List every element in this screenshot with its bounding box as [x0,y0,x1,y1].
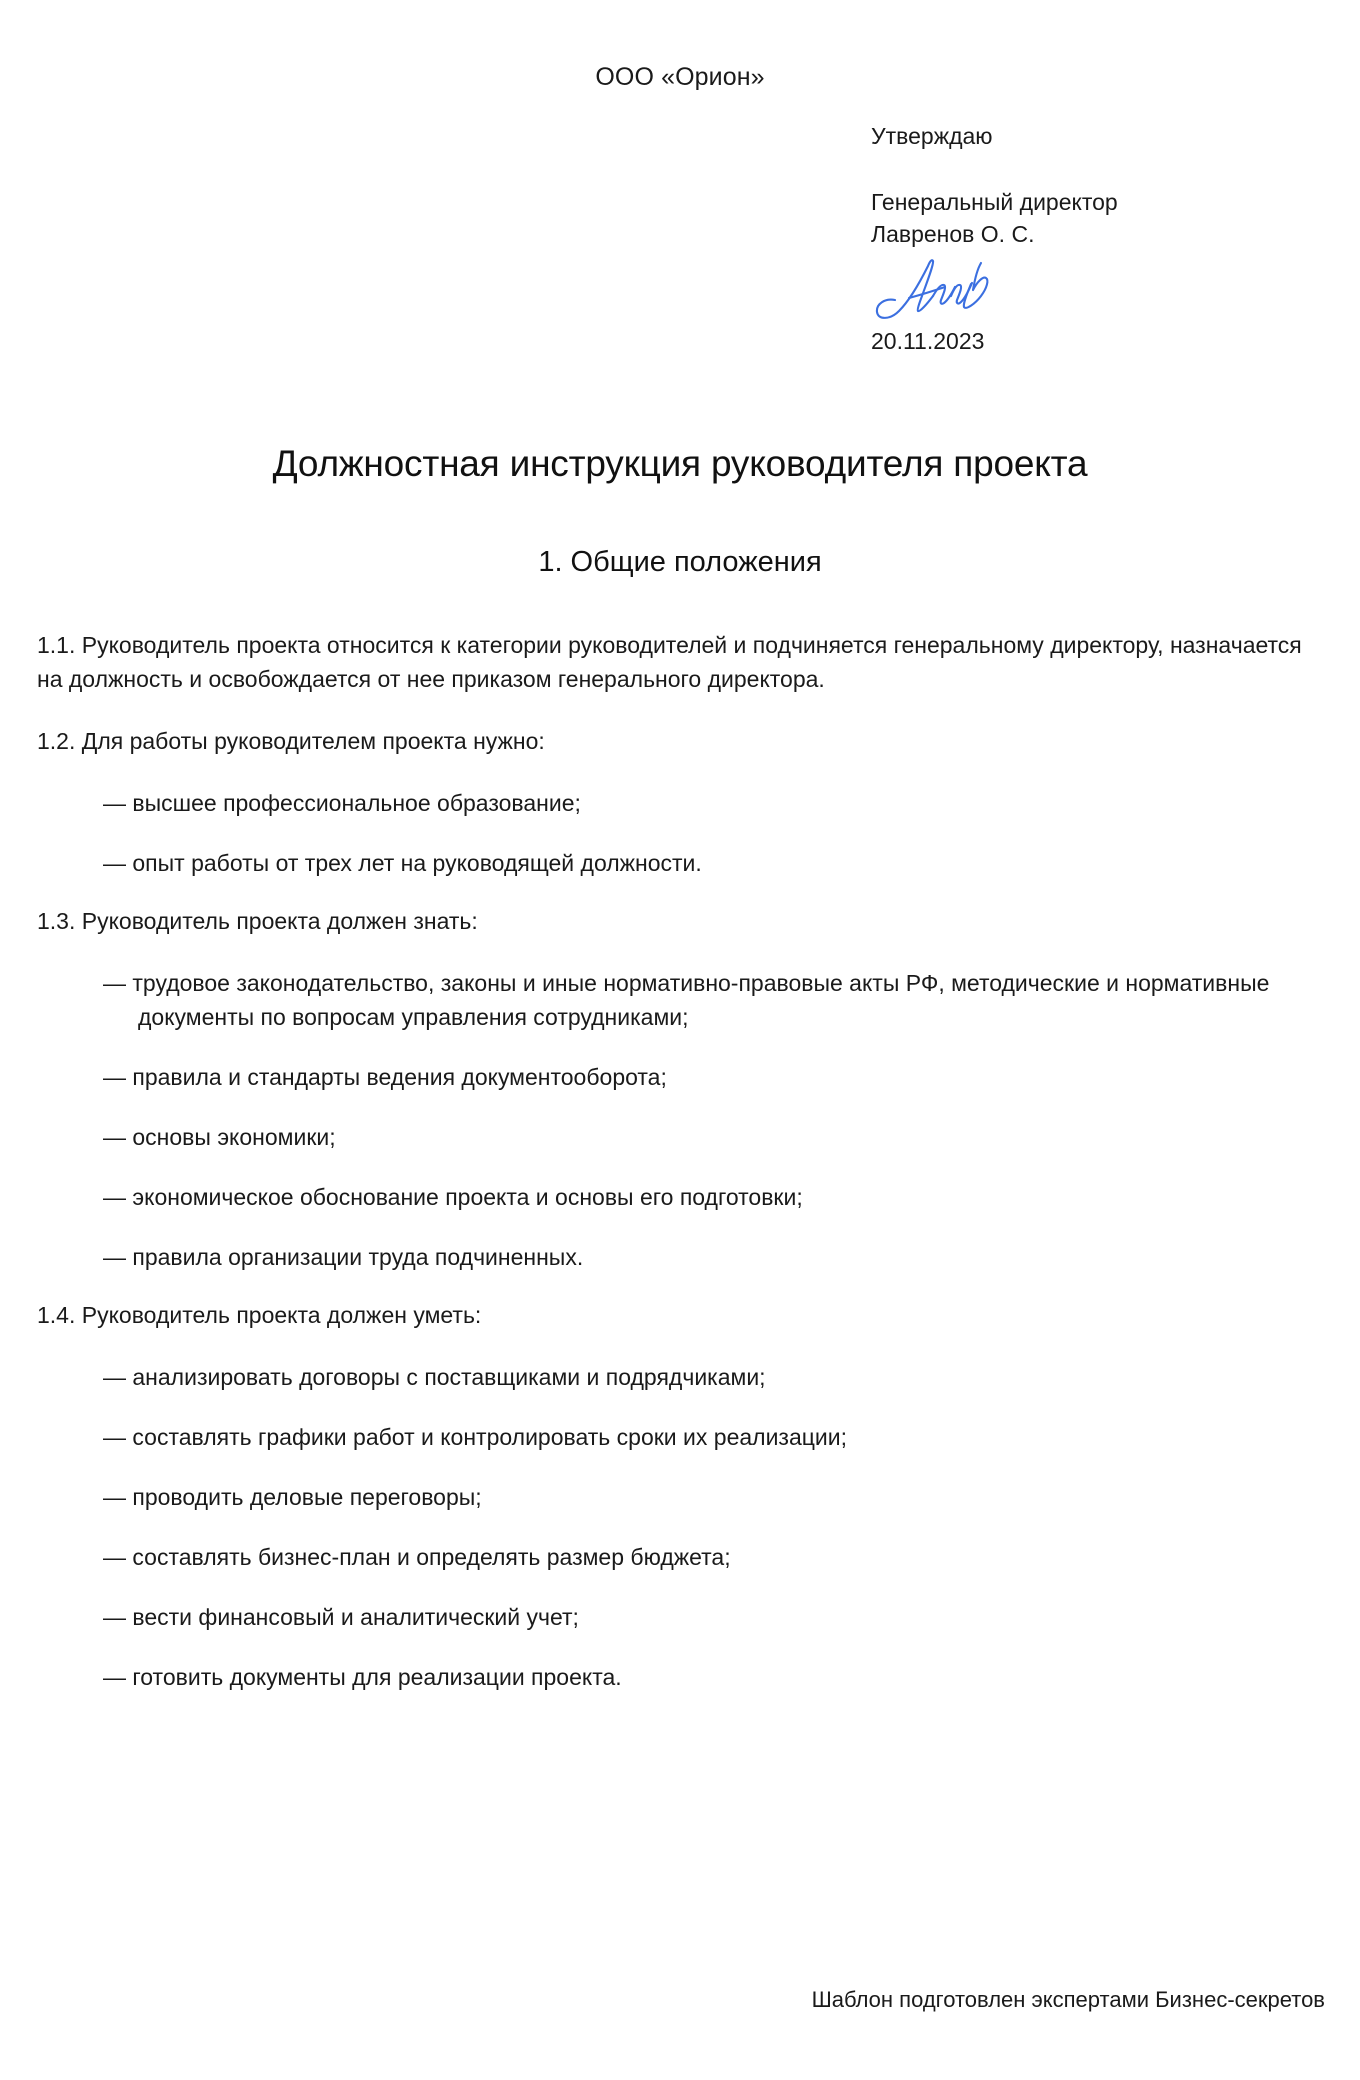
list-item-label: правила организации труда подчиненных. [132,1244,584,1270]
list-item [37,1660,1327,1694]
list-item [37,1240,1327,1274]
dash-bullet: — [103,1544,126,1570]
approval-role: Генеральный директор [871,189,1118,215]
dash-bullet: — [103,1424,126,1450]
dash-bullet: — [103,970,126,996]
dash-bullet: — [103,1664,126,1690]
clause-text: 1.4. Руководитель проекта должен уметь: [37,1302,482,1328]
dash-bullet: — [103,850,126,876]
list-item-label: опыт работы от трех лет на руководящей должности. [132,850,702,876]
document-body [37,628,1327,1718]
list-item-label: правила и стандарты ведения документооборота; [132,1064,667,1090]
list-item-label: составлять графики работ и контролировать сроки их реализации; [132,1424,848,1450]
dash-bullet: — [103,1124,126,1150]
list-item [37,1540,1327,1574]
company-name: ООО «Орион» [595,63,765,91]
dash-bullet: — [103,1064,126,1090]
list-item-label: трудовое законодательство, законы и иные нормативно-правовые акты РФ, методические и нормативные документы по вопросам управления сотрудниками; [132,970,1270,1030]
approval-person-name: Лавренов О. С. [871,221,1035,247]
list-item-label: готовить документы для реализации проекта. [132,1664,622,1690]
list-item [37,1360,1327,1394]
list-item [37,1480,1327,1514]
list-item-label: проводить деловые переговоры; [132,1484,482,1510]
footer-note: Шаблон подготовлен экспертами Бизнес-секретов [811,1987,1325,2012]
list-item-label: анализировать договоры с поставщиками и подрядчиками; [132,1364,766,1390]
clause-group-1-4 [37,1298,1327,1694]
list-item [37,1060,1327,1094]
approval-label: Утверждаю [871,123,993,149]
section-heading: 1. Общие положения [538,546,822,578]
clause-text: 1.1. Руководитель проекта относится к категории руководителей и подчиняется генеральному директору, назначается на должность и освобождается от нее приказом генерального директора. [37,632,1302,692]
list-item [37,1600,1327,1634]
clause-text: 1.2. Для работы руководителем проекта нужно: [37,728,545,754]
dash-bullet: — [103,1244,126,1270]
list-item [37,1420,1327,1454]
clause-group-1-3 [37,904,1327,1274]
clause-text: 1.3. Руководитель проекта должен знать: [37,908,478,934]
page-title: Должностная инструкция руководителя проекта [272,443,1088,484]
approval-block [871,120,1291,356]
list-item [37,846,1327,880]
clause-item-list [37,1360,1327,1694]
signature-mark [865,254,1045,326]
dash-bullet: — [103,790,126,816]
list-item-label: высшее профессиональное образование; [132,790,581,816]
dash-bullet: — [103,1184,126,1210]
dash-bullet: — [103,1364,126,1390]
approval-date: 20.11.2023 [871,328,985,354]
list-item [37,786,1327,820]
list-item [37,1180,1327,1214]
clause-item-list [37,966,1327,1274]
clause-item-list [37,786,1327,880]
list-item-label: вести финансовый и аналитический учет; [132,1604,579,1630]
list-item-label: основы экономики; [132,1124,336,1150]
list-item-label: составлять бизнес-план и определять размер бюджета; [132,1544,731,1570]
list-item [37,966,1327,1034]
list-item [37,1120,1327,1154]
clause-group-1-2 [37,724,1327,880]
clause-group-1-1 [37,628,1327,696]
dash-bullet: — [103,1604,126,1630]
dash-bullet: — [103,1484,126,1510]
list-item-label: экономическое обоснование проекта и основы его подготовки; [132,1184,803,1210]
